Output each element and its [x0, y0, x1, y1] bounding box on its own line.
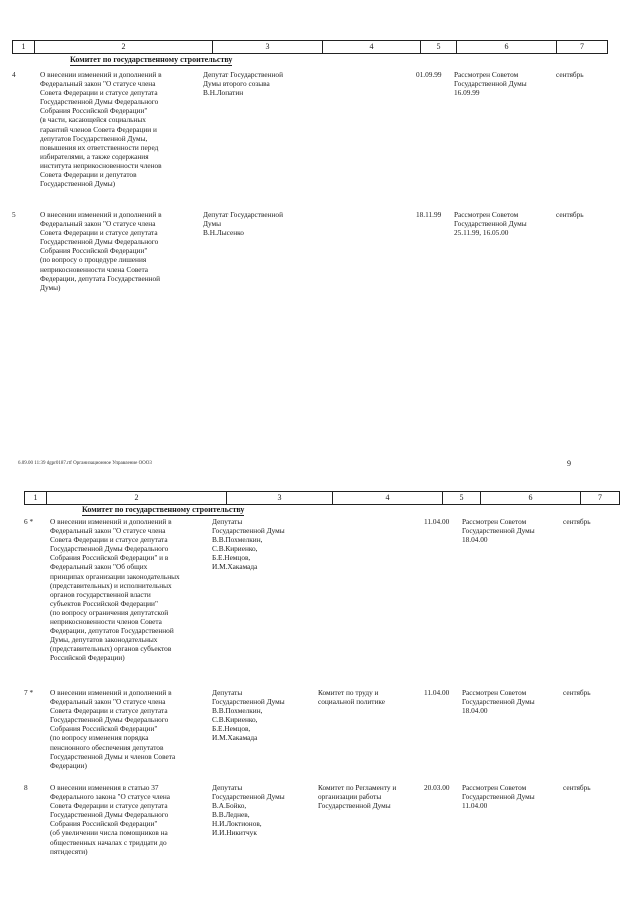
row-number: 7 *: [24, 688, 34, 697]
column-header: 7: [556, 41, 608, 53]
review-status: Рассмотрен Советом Государственной Думы 25.11.99, 16.05.00: [454, 210, 527, 238]
table-row: [0, 210, 640, 320]
column-header: 6: [480, 492, 580, 504]
row-number: 5: [12, 210, 16, 219]
column-header: 1: [24, 492, 46, 504]
column-header: 6: [456, 41, 556, 53]
column-header: 2: [46, 492, 226, 504]
table-row: [0, 517, 640, 677]
introduction-date: 01.09.99: [416, 70, 442, 79]
co-committee: Комитет по труду и социальной политике: [318, 688, 385, 707]
row-number: 6 *: [24, 517, 34, 526]
column-header: 7: [580, 492, 620, 504]
column-header: 4: [332, 492, 442, 504]
introduction-date: 20.03.00: [424, 783, 450, 792]
planned-month: сентябрь: [563, 783, 591, 792]
column-header: 3: [212, 41, 322, 53]
planned-month: сентябрь: [556, 70, 584, 79]
print-footnote: 6.09.00 11:39 dgpr0187.rtf Организационное Управление ООО3: [18, 461, 152, 466]
co-committee: Комитет по Регламенту и организации работы Государственной Думы: [318, 783, 397, 811]
bill-title: О внесении изменения в статью 37 Федерального закона "О статусе члена Совета Федерации и статусе депутата Государственной Думы Федерального Собрания Российской Федерации" (об увеличении числа помощников на общественных началах с тридцати до пятидесяти): [50, 783, 170, 856]
review-status: Рассмотрен Советом Государственной Думы 18.04.00: [462, 517, 535, 545]
column-header: 3: [226, 492, 332, 504]
row-number: 8: [24, 783, 28, 792]
bill-author: Депутат Государственной Думы В.Н.Лысенко: [203, 210, 283, 238]
review-status: Рассмотрен Советом Государственной Думы 11.04.00: [462, 783, 535, 811]
column-header: 1: [12, 41, 34, 53]
planned-month: сентябрь: [556, 210, 584, 219]
bill-title: О внесении изменений и дополнений в Федеральный закон "О статусе члена Совета Федерации и статусе депутата Государственной Думы Федерального Собрания Российской Федерации" (в части, касающейся социальных гарантий членов Совета Федерации и депутатов Государственной Думы, повышения их ответственности перед избирателями, а также содержания института неприкосновенности членов Совета Федерации и депутатов Государственной Думы): [40, 70, 162, 189]
bill-author: Депутаты Государственной Думы В.В.Похмелкин, С.В.Кириенко, Б.Е.Немцов, И.М.Хакамада: [212, 688, 285, 743]
bill-title: О внесении изменений и дополнений в Федеральный закон "О статусе члена Совета Федерации и статусе депутата Государственной Думы Федерального Собрания Российской Федерации" и в Федеральный закон "Об общих принципах организации законодательных (представительных) и исполнительных органов государственной власти субъектов Российской Федерации" (по вопросу ограничения депутатской неприкосновенности членов Совета Федерации, депутатов Государственной Думы, депутатов законодательных (представительных) органов субъектов Российской Федерации): [50, 517, 180, 663]
column-header: 5: [442, 492, 480, 504]
bill-title: О внесении изменений и дополнений в Федеральный закон "О статусе члена Совета Федерации и статусе депутата Государственной Думы Федерального Собрания Российской Федерации" (по вопросу о процедуре лишения неприкосновенности члена Совета Федерации, депутата Государственной Думы): [40, 210, 162, 292]
introduction-date: 11.04.00: [424, 688, 450, 697]
bill-author: Депутат Государственной Думы второго созыва В.Н.Лопатин: [203, 70, 283, 98]
document-page-lower: [0, 450, 640, 900]
bill-author: Депутаты Государственной Думы В.В.Похмелкин, С.В.Кириенко, Б.Е.Немцов, И.М.Хакамада: [212, 517, 285, 572]
table-row: [0, 70, 640, 200]
table-row: [0, 688, 640, 778]
table-header-row: [12, 40, 608, 54]
introduction-date: 11.04.00: [424, 517, 450, 526]
introduction-date: 18.11.99: [416, 210, 442, 219]
planned-month: сентябрь: [563, 517, 591, 526]
column-header: 5: [420, 41, 456, 53]
bill-author: Депутаты Государственной Думы В.А.Бойко, В.В.Леднев, Н.И.Локтионов, И.И.Никитчук: [212, 783, 285, 838]
page-number: 9: [567, 459, 571, 468]
table-header-row: [24, 491, 620, 505]
column-header: 4: [322, 41, 420, 53]
section-title: Комитет по государственному строительству: [70, 55, 233, 64]
section-title: Комитет по государственному строительству: [82, 505, 245, 514]
table-row: [0, 783, 640, 863]
review-status: Рассмотрен Советом Государственной Думы 16.09.99: [454, 70, 527, 98]
row-number: 4: [12, 70, 16, 79]
bill-title: О внесении изменений и дополнений в Федеральный закон "О статусе члена Совета Федерации и статусе депутата Государственной Думы Федерального Собрания Российской Федерации" (по вопросу изменения порядка пенсионного обеспечения депутатов Государственной Думы и членов Совета Федерации): [50, 688, 176, 770]
planned-month: сентябрь: [563, 688, 591, 697]
column-header: 2: [34, 41, 212, 53]
review-status: Рассмотрен Советом Государственной Думы 18.04.00: [462, 688, 535, 716]
